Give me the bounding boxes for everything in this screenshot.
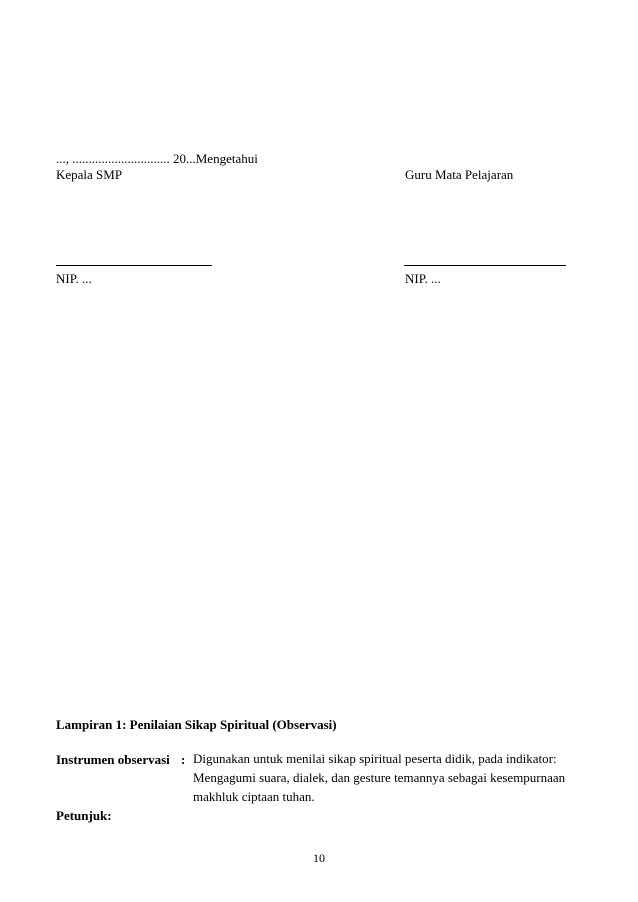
instrument-description: Digunakan untuk menilai sikap spiritual peserta didik, pada indikator: Mengagumi suara, dialek, dan gesture temannya sebagai kesempurnaan makhluk ciptaan tuhan.	[193, 751, 566, 804]
date-line: ..., .............................. 20...Mengetahui	[56, 151, 258, 166]
instrument-label: Instrumen observasi	[56, 752, 170, 767]
right-signatory-title: Guru Mata Pelajaran	[405, 167, 514, 182]
instrument-separator: :	[181, 752, 186, 767]
left-signature-line	[56, 265, 212, 266]
page-number: 10	[313, 851, 325, 865]
right-nip: NIP. ...	[405, 271, 441, 286]
petunjuk-label: Petunjuk:	[56, 808, 112, 823]
right-signature-line	[404, 265, 566, 266]
left-signatory-title: Kepala SMP	[56, 167, 123, 182]
left-nip: NIP. ...	[56, 271, 92, 286]
lampiran-heading: Lampiran 1: Penilaian Sikap Spiritual (Observasi)	[56, 717, 337, 732]
